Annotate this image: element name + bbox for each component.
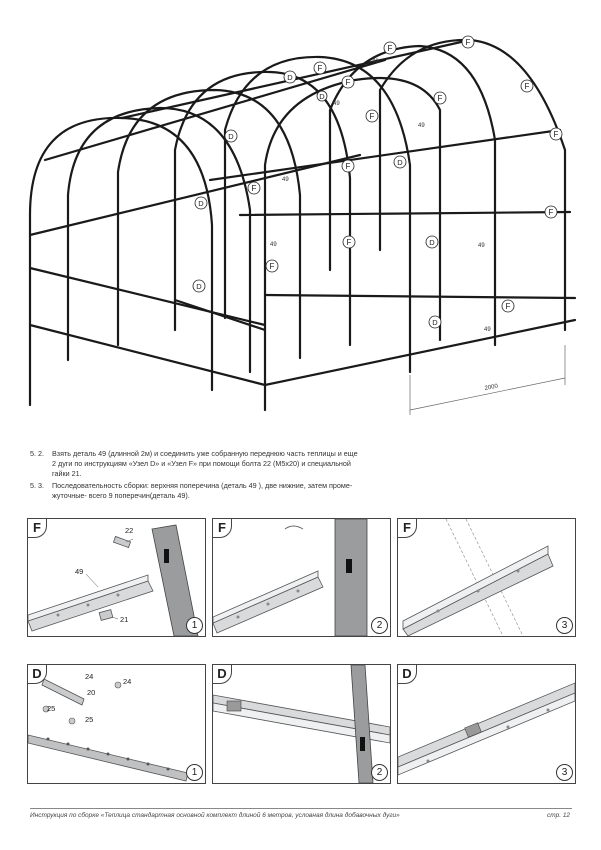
node-d-callout (426, 236, 438, 248)
node-d-tag: D (398, 665, 417, 684)
instruction-line: Последовательность сборки: верхняя поперечина (деталь 49 ), две нижние, затем проме- (52, 481, 353, 490)
svg-text:F: F (346, 238, 352, 247)
upper-bar-left (45, 60, 385, 160)
base-bar-right (265, 320, 575, 385)
step-number: 1 (186, 764, 203, 781)
svg-text:D: D (432, 318, 438, 327)
svg-text:F: F (505, 302, 511, 311)
node-d-callout (394, 156, 406, 168)
svg-text:F: F (317, 64, 323, 73)
detail-panel-f-1 (27, 518, 206, 637)
svg-text:D: D (198, 199, 204, 208)
node-d-callout (284, 71, 296, 83)
svg-text:D: D (287, 73, 293, 82)
svg-text:D: D (319, 92, 325, 101)
footer-title: Инструкция по сборке «Теплица стандартная основной комплект длиной 6 метров, условная длина добавочных дуги» (30, 812, 400, 819)
part-label: 24 (123, 677, 132, 686)
svg-text:F: F (524, 82, 530, 91)
part-label-49: 49 (478, 243, 485, 249)
node-f-callout (502, 300, 514, 312)
node-f-tag: F (28, 519, 47, 538)
svg-text:F: F (345, 78, 351, 87)
instruction-number: 5. 3. (30, 481, 44, 490)
low-bar-left (30, 268, 265, 325)
node-d-callout (225, 130, 237, 142)
detail-panel-d-2 (212, 664, 391, 784)
step-number: 3 (556, 764, 573, 781)
page-number: стр. 12 (547, 812, 571, 819)
step-number: 1 (186, 617, 203, 634)
upper-bar-right (210, 130, 560, 180)
part-label: 24 (85, 672, 94, 681)
node-f-callout (462, 36, 474, 48)
arch-2 (68, 108, 250, 372)
node-f-tag: F (398, 519, 417, 538)
svg-text:F: F (369, 112, 375, 121)
node-f-callout (384, 42, 396, 54)
instruction-line: гайки 21. (52, 469, 82, 478)
instruction-line: 2 дуги по инструкциям «Узел D» и «Узел F» при помощи болта 22 (М5х20) и специальной (52, 459, 351, 468)
detail-panel-d-3 (397, 664, 576, 784)
front-door-bar (175, 300, 265, 330)
instruction-5-2 (30, 449, 358, 479)
node-d-callout (317, 91, 327, 101)
part-label-49: 49 (333, 101, 340, 107)
node-f-callout (342, 160, 354, 172)
part-label-49: 49 (484, 327, 491, 333)
node-f-tag: F (213, 519, 232, 538)
instruction-line: жуточные- всего 9 поперечин(деталь 49). (52, 491, 190, 500)
svg-text:F: F (345, 162, 351, 171)
part-label-49: 49 (372, 59, 379, 65)
svg-text:D: D (228, 132, 234, 141)
arch-7 (330, 46, 495, 345)
mid-bar-left (30, 155, 360, 235)
node-d-callout (195, 197, 207, 209)
svg-text:D: D (196, 282, 202, 291)
node-d-callout (429, 316, 441, 328)
arch-8 (380, 40, 565, 330)
node-f-callout (545, 206, 557, 218)
part-label: 20 (87, 688, 96, 697)
step-number: 2 (371, 617, 388, 634)
base-bar-left (30, 325, 265, 385)
svg-text:F: F (465, 38, 471, 47)
svg-text:F: F (251, 184, 257, 193)
svg-text:F: F (553, 130, 559, 139)
node-d-callout (193, 280, 205, 292)
svg-text:D: D (397, 158, 403, 167)
node-f-callout (343, 236, 355, 248)
part-label: 25 (47, 704, 56, 713)
part-label-49: 49 (418, 123, 425, 129)
crossbar-label: 49 (75, 567, 84, 576)
instruction-5-3 (30, 481, 352, 501)
node-f-callout (366, 110, 378, 122)
node-d-tag: D (213, 665, 232, 684)
detail-panel-f-3 (397, 518, 576, 637)
svg-text:F: F (387, 44, 393, 53)
mid-bar-right (240, 212, 570, 215)
step-number: 3 (556, 617, 573, 634)
svg-text:F: F (269, 262, 275, 271)
node-f-callout (266, 260, 278, 272)
low-bar-right (265, 295, 575, 298)
footer-divider (30, 808, 572, 809)
part-label: 25 (85, 715, 94, 724)
node-f-callout (521, 80, 533, 92)
part-label-49: 49 (270, 242, 277, 248)
step-number: 2 (371, 764, 388, 781)
node-f-callout (550, 128, 562, 140)
instruction-number: 5. 2. (30, 449, 44, 458)
dimension-label: 2000 (484, 383, 499, 392)
bolt-label: 22 (125, 526, 134, 535)
part-label-49: 49 (282, 177, 289, 183)
svg-text:D: D (429, 238, 435, 247)
node-d-tag: D (28, 665, 47, 684)
detail-panel-f-2 (212, 518, 391, 637)
detail-panel-d-1 (27, 664, 206, 784)
node-f-callout (314, 62, 326, 74)
svg-text:F: F (548, 208, 554, 217)
instruction-line: Взять деталь 49 (длинной 2м) и соединить уже собранную переднюю часть теплицы и еще (52, 449, 358, 458)
node-f-callout (434, 92, 446, 104)
node-f-callout (342, 76, 354, 88)
node-f-callout (248, 182, 260, 194)
svg-text:F: F (437, 94, 443, 103)
nut-label: 21 (120, 615, 129, 624)
